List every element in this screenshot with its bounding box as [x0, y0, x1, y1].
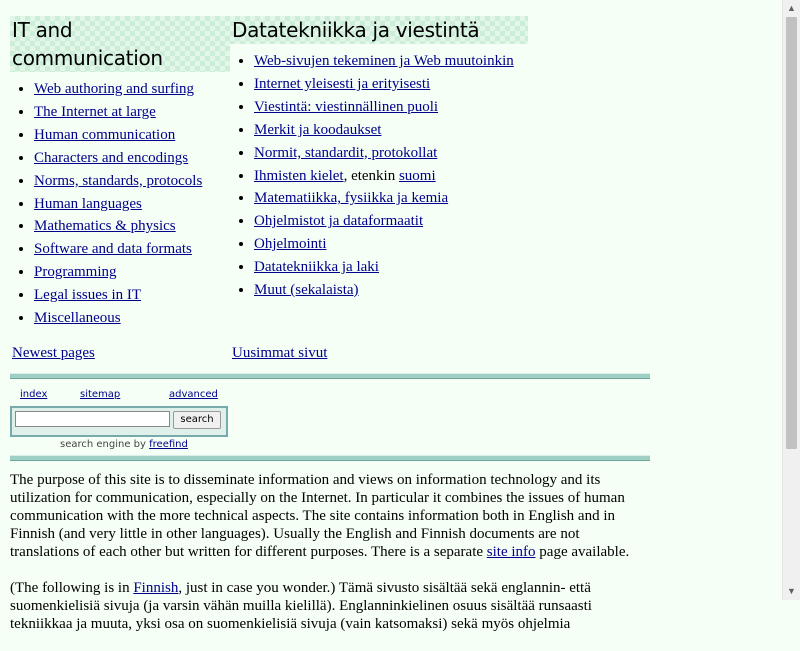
list-item [254, 256, 530, 279]
advanced-link[interactable]: advanced [169, 388, 218, 400]
list-item [34, 147, 230, 170]
list-item [254, 73, 530, 96]
topic-link[interactable]: Web authoring and surfing [34, 81, 195, 97]
newest-pages-row [10, 345, 650, 362]
topic-link[interactable]: Normit, standardit, protokollat [254, 144, 438, 161]
list-item [254, 210, 530, 233]
topic-link[interactable]: Merkit ja koodaukset [254, 121, 382, 138]
list-item [34, 78, 230, 101]
divider [10, 455, 650, 461]
list-item [34, 238, 230, 261]
list-item [34, 215, 230, 238]
topic-link[interactable]: Matematiikka, fysiikka ja kemia [254, 190, 449, 207]
finnish-language-link[interactable]: suomi [398, 167, 436, 184]
intro-paragraph-english: The purpose of this site is to disseminate information and views on information technology and its utilization for communication, especially on the Internet. In particular it combines the issues of human communication with the more technical aspects. The site contains information both in English and in Finnish (and very little in other languages). Usually the English and Finnish documents are not translations of each other but written for different purposes. There is a separate site info page available. [10, 471, 630, 560]
topic-link[interactable]: Human languages [34, 195, 142, 212]
languages-separator: , etenkin [343, 167, 399, 184]
site-info-link[interactable]: site info [486, 543, 536, 560]
topic-link[interactable]: Ohjelmointi [254, 236, 327, 253]
finnish-topic-list [230, 50, 530, 302]
intro-text [10, 471, 650, 633]
topic-link[interactable]: Viestintä: viestinnällinen puoli [254, 98, 439, 115]
list-item [34, 193, 230, 216]
languages-link[interactable]: Ihmisten kielet [254, 167, 344, 184]
topic-link[interactable]: Norms, standards, protocols [34, 172, 203, 189]
english-topic-list [10, 78, 230, 330]
list-item [254, 96, 530, 119]
uusimmat-sivut-link[interactable]: Uusimmat sivut [232, 344, 328, 361]
list-item [254, 50, 530, 73]
finnish-heading: Datatekniikka ja viestintä [230, 16, 528, 44]
list-item [254, 233, 530, 256]
english-heading: IT and communication [10, 16, 230, 72]
list-item [34, 170, 230, 193]
finnish-link[interactable]: Finnish [133, 579, 179, 596]
intro-paragraph-finnish: (The following is in Finnish, just in case you wonder.) Tämä sivusto sisältää sekä englannin- että suomenkielisiä sivuja (ja varsin vähän muilla kielillä). Englanninkielinen osuus sisältää runsaasti tekniikkaa ja muuta, yksi osa on suomenkielisiä sivuja (vain katsomaksi) sekä myös ohjelmia [10, 579, 592, 632]
topic-link[interactable]: Datatekniikka ja laki [254, 259, 379, 276]
scrollbar-thumb[interactable] [786, 17, 797, 449]
topic-link[interactable]: Mathematics & physics [34, 218, 176, 235]
topic-link[interactable]: Software and data formats [34, 241, 192, 258]
finnish-column [230, 16, 530, 330]
topic-columns [10, 16, 650, 330]
search-button[interactable]: search [173, 411, 221, 429]
list-item [34, 124, 230, 147]
topic-link[interactable]: Programming [34, 264, 117, 281]
list-item [254, 187, 530, 210]
index-link[interactable]: index [20, 388, 48, 400]
topic-link[interactable]: Miscellaneous [34, 310, 121, 327]
topic-link[interactable]: Internet yleisesti ja erityisesti [254, 75, 431, 92]
topic-link[interactable]: Ohjelmistot ja dataformaatit [254, 213, 424, 230]
topic-link[interactable]: Muut (sekalaista) [254, 282, 359, 299]
list-item [34, 307, 230, 330]
list-item [34, 284, 230, 307]
newest-pages-link[interactable]: Newest pages [12, 344, 95, 361]
list-item [254, 119, 530, 142]
topic-link[interactable]: Human communication [34, 126, 176, 143]
topic-link[interactable]: Legal issues in IT [34, 287, 142, 304]
topic-link[interactable]: The Internet at large [34, 103, 156, 120]
search-form [10, 406, 228, 437]
search-engine-credit: search engine by freefind [60, 438, 188, 450]
vertical-scrollbar[interactable] [782, 0, 800, 600]
search-panel [10, 379, 650, 455]
list-item [254, 142, 530, 165]
list-item [34, 261, 230, 284]
list-item [34, 101, 230, 124]
topic-link[interactable]: Characters and encodings [34, 149, 189, 166]
english-column [10, 16, 230, 330]
main-content [10, 0, 650, 651]
sitemap-link[interactable]: sitemap [80, 388, 121, 400]
list-item [254, 165, 530, 188]
search-input[interactable] [15, 411, 170, 427]
list-item [254, 279, 530, 302]
scroll-up-arrow-icon[interactable]: ▲ [787, 3, 796, 13]
topic-link[interactable]: Web-sivujen tekeminen ja Web muutoinkin [254, 53, 514, 69]
scroll-down-arrow-icon[interactable]: ▼ [787, 586, 796, 596]
freefind-link[interactable]: freefind [149, 438, 188, 450]
